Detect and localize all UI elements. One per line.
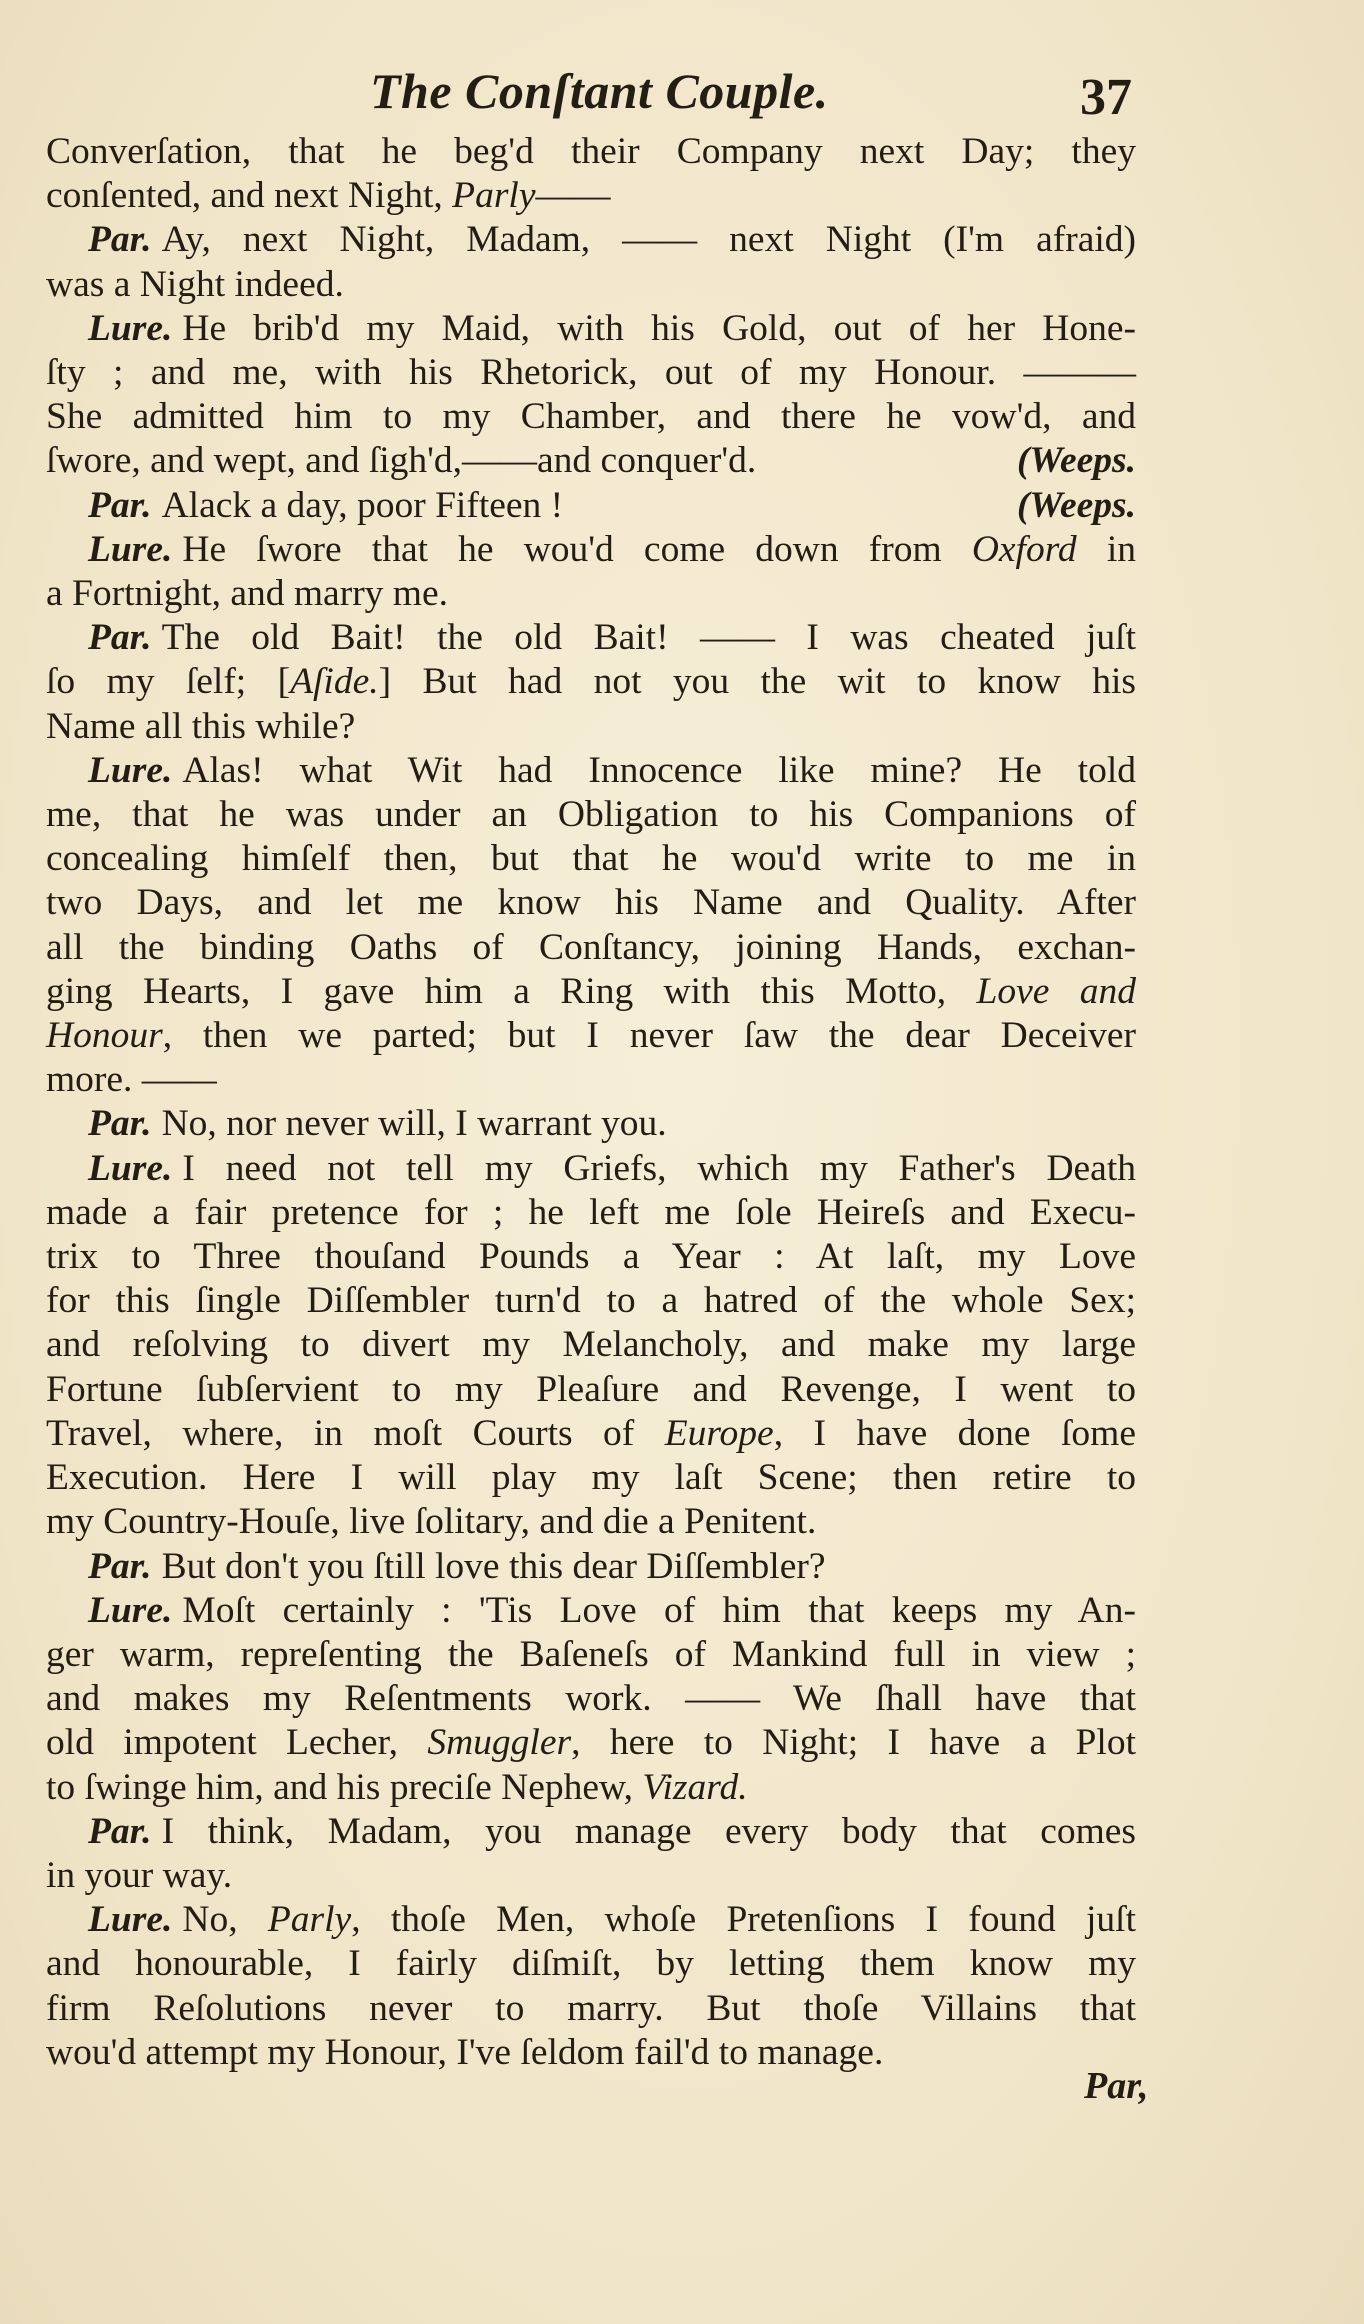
line-text: ſo my ſelf; [ bbox=[46, 661, 291, 703]
text-line bbox=[46, 1279, 1136, 1323]
line-text: But don't you ſtill love this dear Diſſembler? bbox=[161, 1545, 826, 1587]
text-line bbox=[46, 218, 1136, 262]
line-text: Travel, where, in moſt Courts of bbox=[46, 1412, 665, 1454]
line-text: all the binding Oaths of Conſtancy, joining Hands, exchan- bbox=[46, 926, 1136, 968]
text-line bbox=[46, 1323, 1136, 1367]
text-line bbox=[46, 793, 1136, 837]
line-text: , here to Night; I have a Plot bbox=[571, 1722, 1136, 1764]
line-text: trix to Three thouſand Pounds a Year : At laſt, my Love bbox=[46, 1236, 1136, 1278]
line-text: Alas! what Wit had Innocence like mine? He told bbox=[182, 749, 1136, 791]
italic-name: Oxford bbox=[971, 528, 1077, 570]
text-line bbox=[46, 351, 1136, 395]
line-text: wou'd attempt my Honour, I've ſeldom fail'd to manage. bbox=[46, 2031, 884, 2073]
line-text: No, bbox=[182, 1899, 268, 1941]
text-line bbox=[46, 1191, 1136, 1235]
text-line bbox=[46, 705, 1136, 749]
speaker-name: Par. bbox=[88, 1545, 152, 1587]
speaker-name: Lure. bbox=[88, 749, 173, 791]
italic-name: Vizard. bbox=[642, 1766, 748, 1808]
line-text: and reſolving to divert my Melancholy, and make my large bbox=[46, 1324, 1136, 1366]
text-line bbox=[46, 1898, 1136, 1942]
speaker-name: Lure. bbox=[88, 1147, 173, 1189]
text-line bbox=[46, 881, 1136, 925]
running-head bbox=[0, 62, 1364, 132]
line-text: —— bbox=[535, 175, 611, 217]
line-text: , thoſe Men, whoſe Pretenſions I found juſt bbox=[351, 1899, 1136, 1941]
text-line bbox=[46, 616, 1136, 660]
speaker-name: Par. bbox=[88, 617, 152, 659]
text-line bbox=[46, 1942, 1136, 1986]
line-text: conſented, and next Night, bbox=[46, 175, 453, 217]
play-text bbox=[46, 130, 1136, 2075]
speaker-name: Lure. bbox=[88, 1589, 173, 1631]
text-line bbox=[46, 572, 1136, 616]
text-line bbox=[46, 1766, 1136, 1810]
text-line bbox=[46, 749, 1136, 793]
stage-direction: (Weeps. bbox=[1016, 484, 1136, 526]
text-line bbox=[46, 1500, 1136, 1544]
line-text: two Days, and let me know his Name and Quality. After bbox=[46, 882, 1136, 924]
text-line bbox=[46, 926, 1136, 970]
text-line bbox=[46, 837, 1136, 881]
text-line bbox=[46, 1721, 1136, 1765]
italic-name: Parly bbox=[452, 175, 536, 217]
line-text: concealing himſelf then, but that he wou'd write to me in bbox=[46, 838, 1136, 880]
text-line bbox=[46, 1854, 1136, 1898]
line-text: ſty ; and me, with his Rhetorick, out of my Honour. ——— bbox=[46, 352, 1136, 394]
italic-name: Aſide. bbox=[290, 661, 379, 703]
line-text: for this ſingle Diſſembler turn'd to a hatred of the whole Sex; bbox=[46, 1280, 1136, 1322]
line-text: The old Bait! the old Bait! —— I was cheated juſt bbox=[161, 617, 1136, 659]
text-line bbox=[46, 1677, 1136, 1721]
line-text: me, that he was under an Obligation to his Companions of bbox=[46, 794, 1136, 836]
text-line bbox=[46, 174, 1136, 218]
speaker-name: Par. bbox=[88, 1103, 152, 1145]
text-line bbox=[46, 1987, 1136, 2031]
text-line bbox=[46, 130, 1136, 174]
line-text: old impotent Lecher, bbox=[46, 1722, 428, 1764]
stage-direction: (Weeps. bbox=[1016, 440, 1136, 482]
text-line bbox=[46, 395, 1136, 439]
text-line bbox=[46, 263, 1136, 307]
text-line bbox=[46, 528, 1136, 572]
line-text: Fortune ſubſervient to my Pleaſure and Revenge, I went to bbox=[46, 1368, 1136, 1410]
line-text: He brib'd my Maid, with his Gold, out of her Hone- bbox=[182, 307, 1136, 349]
text-line bbox=[46, 660, 1136, 704]
line-text: , then we parted; but I never ſaw the dear Deceiver bbox=[162, 1015, 1136, 1057]
text-line bbox=[46, 970, 1136, 1014]
text-line bbox=[46, 1545, 1136, 1589]
line-text: Ay, next Night, Madam, —— next Night (I'm afraid) bbox=[161, 219, 1136, 261]
line-text: firm Reſolutions never to marry. But thoſe Villains that bbox=[46, 1987, 1136, 2029]
text-line bbox=[46, 1235, 1136, 1279]
line-text: Moſt certainly : 'Tis Love of him that keeps my An- bbox=[182, 1589, 1136, 1631]
speaker-name: Lure. bbox=[88, 528, 173, 570]
line-text: and makes my Reſentments work. —— We ſhall have that bbox=[46, 1678, 1136, 1720]
line-text: He ſwore that he wou'd come down from bbox=[182, 528, 972, 570]
line-text: ging Hearts, I gave him a Ring with this Motto, bbox=[46, 970, 977, 1012]
line-text: , I have done ſome bbox=[773, 1412, 1136, 1454]
line-text: a Fortnight, and marry me. bbox=[46, 573, 448, 615]
line-text: made a fair pretence for ; he left me ſole Heireſs and Execu- bbox=[46, 1191, 1136, 1233]
line-text: Name all this while? bbox=[46, 705, 356, 747]
line-text: more. —— bbox=[46, 1059, 217, 1101]
text-line bbox=[46, 1368, 1136, 1412]
line-text: my Country-Houſe, live ſolitary, and die a Penitent. bbox=[46, 1501, 817, 1543]
line-text: I think, Madam, you manage every body that comes bbox=[161, 1810, 1136, 1852]
speaker-name: Par. bbox=[88, 484, 152, 526]
text-line bbox=[46, 2031, 1136, 2075]
text-line bbox=[46, 1058, 1136, 1102]
text-line bbox=[46, 1147, 1136, 1191]
text-line bbox=[46, 1102, 1136, 1146]
italic-name: Honour bbox=[46, 1015, 163, 1057]
text-line bbox=[46, 1456, 1136, 1500]
italic-name: Love and bbox=[976, 970, 1136, 1012]
speaker-name: Par. bbox=[88, 219, 152, 261]
text-line bbox=[46, 1014, 1136, 1058]
text-line bbox=[46, 1412, 1136, 1456]
line-text: Converſation, that he beg'd their Company next Day; they bbox=[46, 131, 1136, 172]
speaker-name: Par. bbox=[88, 1810, 152, 1852]
text-line bbox=[46, 307, 1136, 351]
italic-name: Smuggler bbox=[427, 1722, 572, 1764]
text-line bbox=[46, 439, 1136, 483]
line-text: She admitted him to my Chamber, and there he vow'd, and bbox=[46, 396, 1136, 438]
text-line bbox=[46, 1810, 1136, 1854]
italic-name: Parly bbox=[267, 1899, 352, 1941]
italic-name: Europe bbox=[664, 1412, 774, 1454]
page-number: 37 bbox=[1080, 69, 1132, 126]
line-text: in bbox=[1076, 528, 1136, 570]
text-line bbox=[46, 484, 1136, 528]
line-text: and honourable, I fairly diſmiſt, by letting them know my bbox=[46, 1943, 1136, 1985]
catchword: Par, bbox=[1084, 2065, 1149, 2107]
line-text: I need not tell my Griefs, which my Father's Death bbox=[182, 1147, 1136, 1189]
line-text: to ſwinge him, and his preciſe Nephew, bbox=[46, 1766, 643, 1808]
line-text: was a Night indeed. bbox=[46, 263, 344, 305]
line-text: Execution. Here I will play my laſt Scene; then retire to bbox=[46, 1457, 1136, 1499]
speaker-name: Lure. bbox=[88, 307, 173, 349]
text-line bbox=[46, 1589, 1136, 1633]
line-text: ] But had not you the wit to know his bbox=[378, 661, 1136, 703]
line-text: in your way. bbox=[46, 1854, 233, 1896]
running-title: The Conſtant Couple. bbox=[370, 63, 829, 119]
line-text: ſwore, and wept, and ſigh'd,——and conquer'd. bbox=[46, 440, 757, 482]
line-text: ger warm, repreſenting the Baſeneſs of Mankind full in view ; bbox=[46, 1633, 1136, 1675]
line-text: Alack a day, poor Fifteen ! bbox=[161, 484, 564, 526]
speaker-name: Lure. bbox=[88, 1899, 173, 1941]
text-line bbox=[46, 1633, 1136, 1677]
line-text: No, nor never will, I warrant you. bbox=[161, 1103, 667, 1145]
